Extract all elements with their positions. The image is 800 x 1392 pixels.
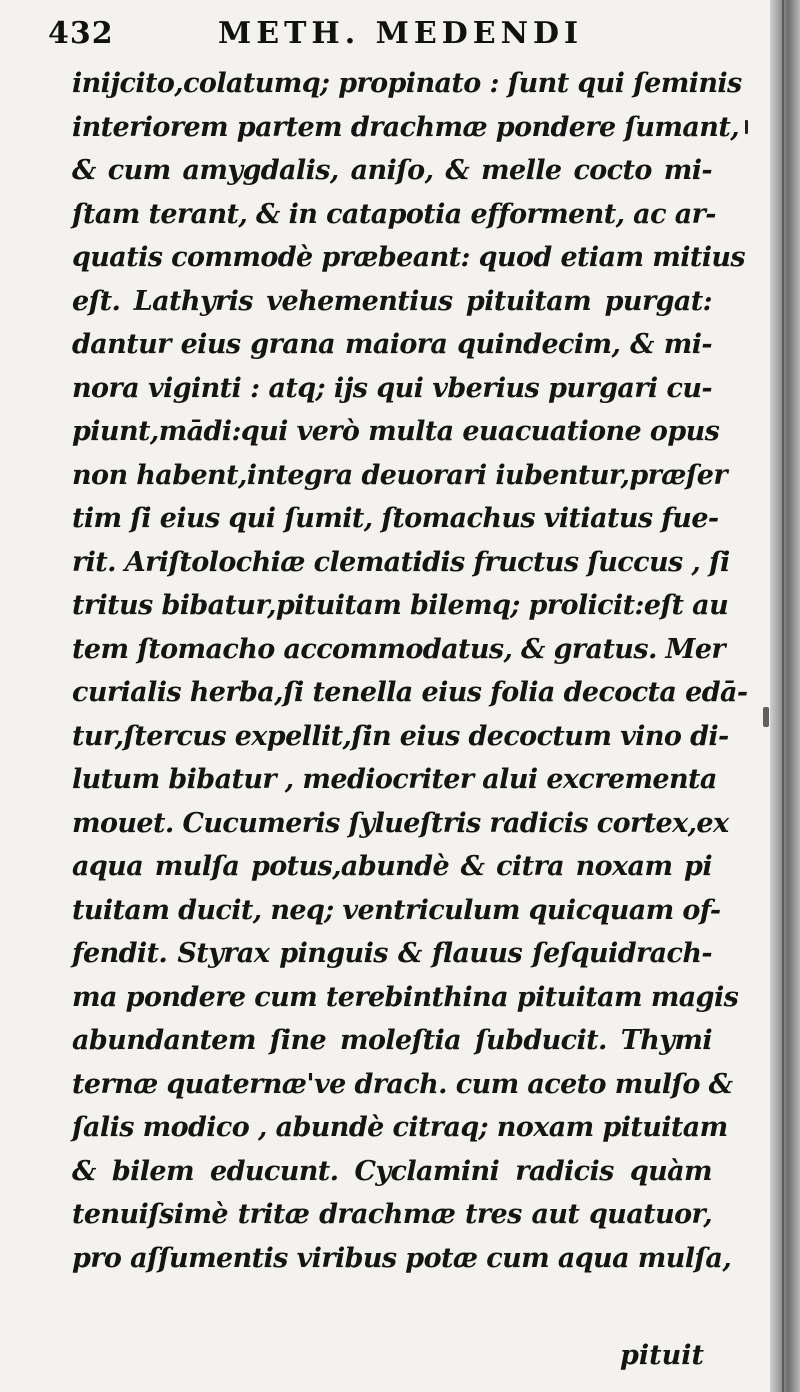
text-line: & bilem educunt. Cyclamini radicis quàm [72,1155,712,1187]
text-line: ternæ quaternæ've drach. cum aceto mulſo & [72,1068,733,1100]
page-header [48,14,758,54]
text-line: tritus bibatur,pituitam bilemq; prolicit:eſt au [72,590,729,621]
text-line: tuitam ducit, neq; ventriculum quicquam of- [72,894,721,926]
text-line: interiorem partem drachmæ pondere ſumant, [72,111,739,143]
text-line: eſt. Lathyris vehementius pituitam purgat: [72,285,712,317]
text-line: abundantem ſine moleſtia ſubducit. Thymi [72,1025,712,1056]
running-head: METH. MEDENDI [218,16,584,51]
text-line: tenuiſsimè tritæ drachmæ tres aut quatuor, [72,1199,712,1230]
text-line: lutum bibatur , mediocriter alui excrementa [72,764,717,795]
text-line: non habent,integra deuorari iubentur,præſer [72,459,728,491]
text-line: & cum amygdalis, aniſo, & melle cocto mi- [72,155,712,186]
body-text [72,62,748,1280]
text-line: nora viginti : atq; ijs qui vberius purgari cu- [72,372,712,404]
text-line: fendit. Styrax pinguis & flauus ſeſquidrach- [72,938,712,969]
text-line: tim ſi eius qui ſumit, ſtomachus vitiatus fue- [72,503,719,534]
text-line: dantur eius grana maiora quindecim, & mi- [72,329,712,360]
text-line: ſtam terant, & in catapotia efforment, ac ar- [72,198,716,230]
text-line: aqua mulſa potus,abundè & citra noxam pi [72,851,712,882]
text-line: inijcito,colatumq; propinato : ſunt qui ſeminis [72,68,742,99]
text-line: piunt,mādi:qui verò multa euacuatione opus [72,416,720,447]
text-line: tem ſtomacho accommodatus, & gratus. Mer [72,633,726,665]
text-line: ſalis modico , abundè citraq; noxam pituitam [72,1112,728,1143]
gutter-shadow-line [782,0,784,1392]
text-line: quatis commodè præbeant: quod etiam mitius [72,242,746,273]
page-gutter [770,0,800,1392]
text-line: mouet. Cucumeris ſylueſtris radicis cortex,ex [72,807,729,839]
page-number: 432 [48,16,114,51]
text-line: tur,ſtercus expellit,ſin eius decoctum vino di- [72,720,729,752]
text-line: curialis herba,ſi tenella eius folia decocta edā- [72,677,748,708]
text-line: pro aſſumentis viribus potæ cum aqua mulſa, [72,1242,732,1274]
text-line: rit. Ariſtolochiæ clematidis fructus ſuccus , ſi [72,546,730,578]
ink-speck [763,707,769,727]
ink-speck [745,120,748,134]
catchword: pituit [620,1340,704,1371]
text-line: ma pondere cum terebinthina pituitam magis [72,981,739,1013]
